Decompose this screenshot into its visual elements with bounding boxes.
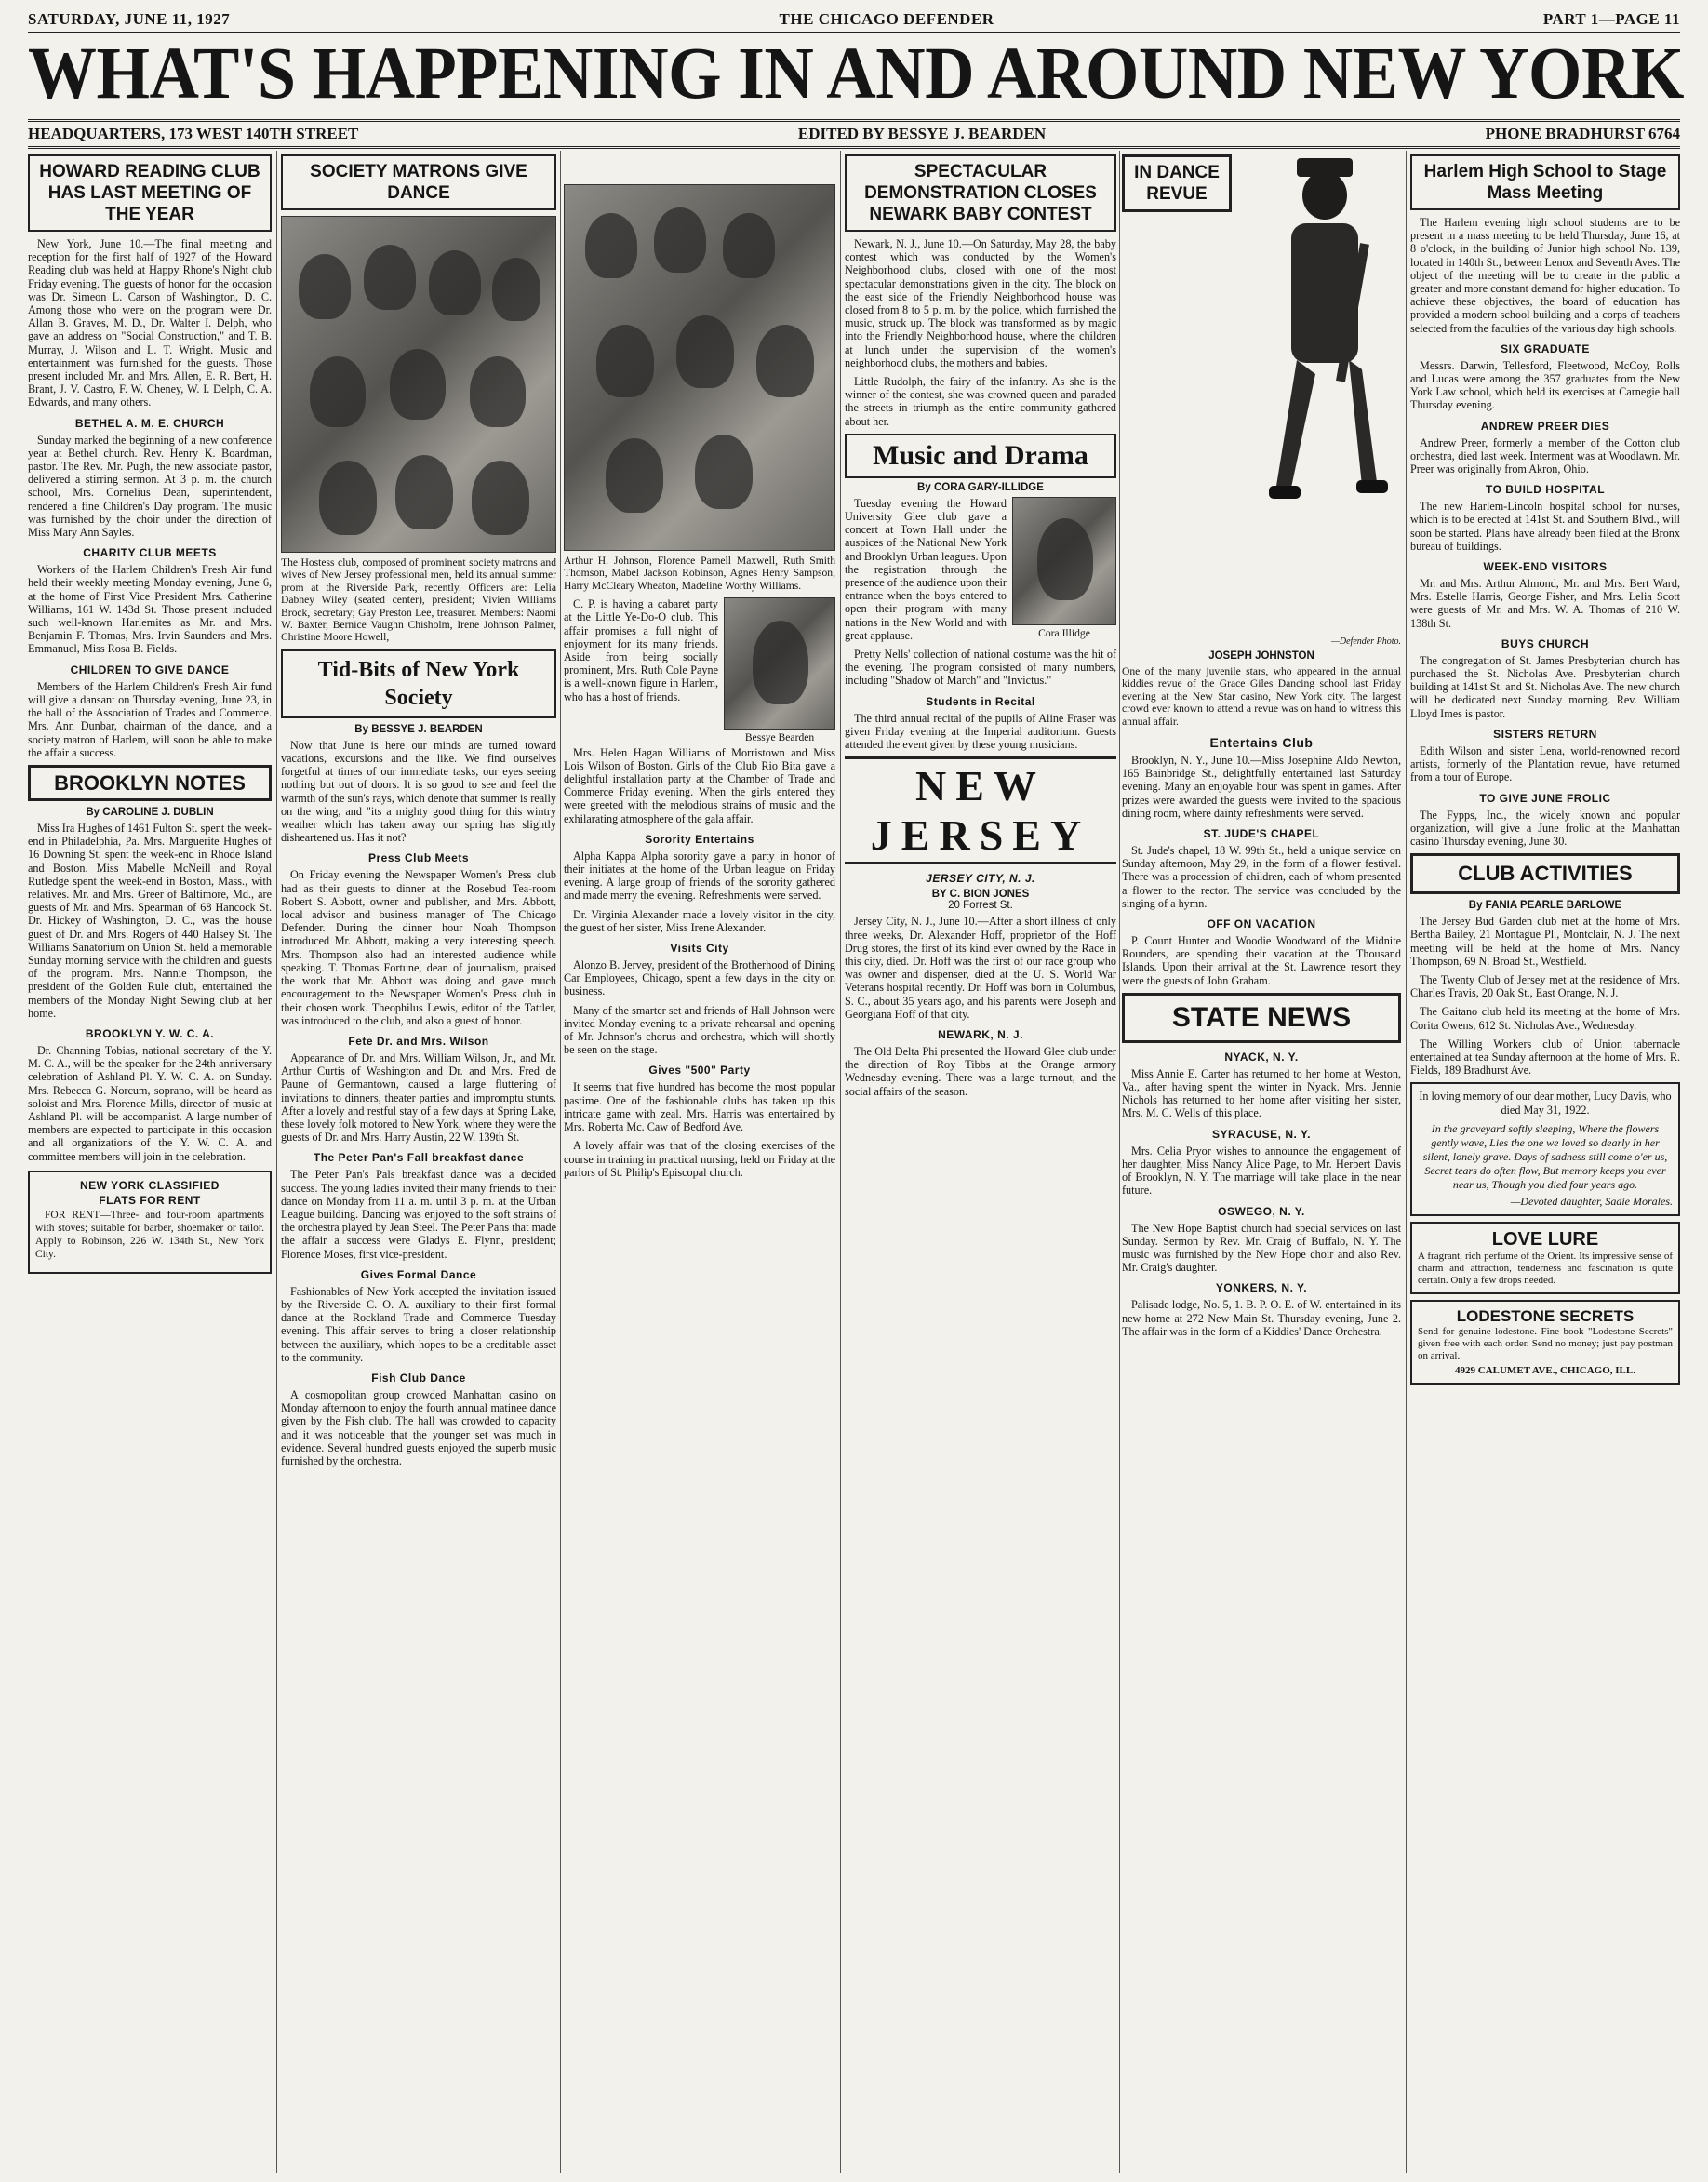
ad-love-lure [1410,1222,1680,1294]
ad-text: Send for genuine lodestone. Fine book "Lodestone Secrets" given free with each order. Send no money; just pay postman on arrival. [1418,1325,1673,1361]
article-text: St. Jude's chapel, 18 W. 99th St., held a unique service on Sunday afternoon, May 29, in the form of a flower festival. There was a procession of children, each of whom presented a flower to the rector. The service was concluded by the singing of a hymn. [1122,844,1401,910]
photo-credit: —Defender Photo. [1331,636,1401,647]
subhead: Visits City [670,942,729,956]
subhead: SISTERS RETURN [1493,727,1597,741]
photo-caption: One of the many juvenile stars, who appeared in the annual kiddies revue of the Grace Giles Dancing school last Friday evening at the New Star casino, New York city. The largest crowd ever known to attend a revue was on hand to witness this annual affair. [1122,665,1401,728]
byline: By CAROLINE J. DUBLIN [86,806,214,818]
subhead: SIX GRADUATE [1501,341,1590,355]
article-text: Alpha Kappa Alpha sorority gave a party in honor of their initiates at the home of the Urban league on Friday evening. A large group of friends of the sorority gathered and made merry the evening. Refreshments were served. [564,849,835,903]
article-text: Messrs. Darwin, Tellesford, Fleetwood, McCoy, Rolls and Lucas were among the 357 graduates from the New York Law school, which held its exercises at Carnegie hall Thursday evening. [1410,358,1680,412]
portrait-name: Cora Illidge [1038,626,1090,639]
subhead: Fete Dr. and Mrs. Wilson [348,1034,489,1048]
headline-brooklyn-notes: BROOKLYN NOTES [28,765,272,801]
article-text: Palisade lodge, No. 5, 1. B. P. O. E. of W. entertained in its new home at 272 New Main St. Thursday evening, June 2. The affair was in the form of a Kiddies' Dance Orchestra. [1122,1298,1401,1338]
article-text: The Harlem evening high school students are to be present in a mass meeting to be held Thursday, June 16, at 8 o'clock, in the building of Junior high school No. 139, located in 140th St., between Lenox and Seventh Aves. The object of the meeting will be to create in the public a greater and more constant demand for higher education. To achieve these objectives, the board of education has provided a modern school building and a corps of teachers selected from the faculties of the various day high schools. [1410,216,1680,335]
subhead: TO GIVE JUNE FROLIC [1479,791,1611,805]
subhead: SYRACUSE, N. Y. [1212,1127,1311,1141]
phone-number: PHONE BRADHURST 6764 [1485,125,1680,142]
headline-newark-baby-contest: SPECTACULAR DEMONSTRATION CLOSES NEWARK BABY CONTEST [845,154,1116,232]
headline-harlem-high-school: Harlem High School to Stage Mass Meeting [1410,154,1680,210]
photo-caption: Arthur H. Johnson, Florence Parnell Maxwell, Ruth Smith Thomson, Mabel Jackson Robinson, Agnes Henry Sampson, Harry McCleary Wheaton, Madeline Worthy Williams. [564,555,835,592]
headline-club-activities: CLUB ACTIVITIES [1410,853,1680,894]
article-text: The Jersey Bud Garden club met at the home of Mrs. Bertha Bailey, 21 Montague Pl., Montclair, N. J. The next meeting will be held at the home of Mrs. Nancy Thompson, 69 N. Broad St., Westfield. [1410,915,1680,968]
byline: By FANIA PEARLE BARLOWE [1468,900,1622,912]
article-text: Pretty Nells' collection of national costume was the hit of the evening. The program consisted of many numbers, including "Shadow of March" and "Invictus." [845,648,1116,688]
headline-music-drama: Music and Drama [845,434,1116,478]
article-text: The third annual recital of the pupils of Aline Fraser was given Friday evening at the Imperial auditorium. Guests attended the event given by these young musicians. [845,711,1116,752]
article-text: Alonzo B. Jervey, president of the Brotherhood of Dining Car Employees, Chicago, spent a few days in the city on business. [564,958,835,998]
subhead: YONKERS, N. Y. [1215,1281,1308,1295]
dancer-figure-icon [1239,151,1397,616]
issue-date: SATURDAY, JUNE 11, 1927 [28,10,231,28]
article-text: Dr. Virginia Alexander made a lovely visitor in the city, the guest of her sister, Miss Irene Alexander. [564,907,835,934]
article-text: On Friday evening the Newspaper Women's Press club had as their guests to dinner at the Rosebud Tea-room Robert S. Abbott, owner and publisher, and Mrs. Abbott, local advisor and business manager of The Chicago Defender. During the dinner hour Noah Thompson introduced Mr. Abbott, making a very interesting speech. Mrs. Thompson also had an interested audience while speaking. T. Thomas Fortune, dean of journalism, praised the work that Mr. Abbott was doing and gave much encouragement to the Newspaper Women's Press club in their chosen work. Theophilus Lewis, editor of the Tattler, was introduced to the club, and also a guest of honor. [281,868,556,1027]
portrait-block [564,597,835,745]
portrait-bessye [724,597,835,745]
article-text: The New Hope Baptist church had special services on last Sunday. Sermon by Rev. Mr. Craig of Buffalo, N. Y. The music was furnished by the New Hope choir and also Rev. Mr. Craig's daughter. [1122,1221,1401,1275]
subhead: ST. JUDE'S CHAPEL [1203,827,1320,841]
subhead: ANDREW PREER DIES [1480,419,1610,433]
article-text: New York, June 10.—The final meeting and reception for the first half of 1927 of the Howard Reading club was held at Happy Rhone's Night club Friday evening. The guests of honor for the occasion was Dr. Simeon L. Carson of Washington, D. C. Among those who were on the program were Dr. Allan B. Graves, M. D., Dr. Walter I. Delph, who gave an address on "Social Construction," and T. B. Murray, J. Wilson and L. T. Wright. Music and entertainment was furnished for the guests. Those present included Mr. and Mrs. Allen, E. R. Bert, H. Brant, J. V. Castro, F. W. Cheney, W. I. Delph, C. A. Edwards, and many others. [28,237,272,409]
photo-subject-name: JOSEPH JOHNSTON [1208,650,1314,662]
article-text: Appearance of Dr. and Mrs. William Wilson, Jr., and Mr. Arthur Curtis of Washington and Dr. and Mrs. Fred de Paune of Germantown, caused a large fluttering of invitations to dinners, theater parties and impromptu stunts. After a lovely and restful stay of a few days at Spring Lake, these lovely folk motored to New York, where they were the guests of Dr. and Mrs. Harry Austin, 22 W. 139th St. [281,1051,556,1145]
subhead: Sorority Entertains [645,832,754,846]
column-3 [564,151,835,2173]
subhead: BUYS CHURCH [1501,636,1590,650]
subhead-brooklyn-ywca: BROOKLYN Y. W. C. A. [85,1026,215,1040]
article-text: The new Harlem-Lincoln hospital school for nurses, which is to be erected at 141st St. and Southern Blvd., will soon be started. Plans have already been filed at the Bronx bureau of buildings. [1410,500,1680,553]
ad-title: LOVE LURE [1491,1228,1599,1250]
column-rule [1406,151,1407,2173]
classified-box [28,1171,272,1274]
article-text: The Willing Workers club of Union tabernacle entertained at tea Sunday afternoon at the home of Mrs. R. Fields, 189 Bradhurst Ave. [1410,1037,1680,1078]
headline-tidbits: Tid-Bits of New York Society [281,649,556,718]
column-5 [1122,151,1401,2173]
column-rule [560,151,561,2173]
subhead: Fish Club Dance [371,1371,466,1385]
headline-dance-revue: IN DANCE REVUE [1122,154,1232,212]
subhead: Press Club Meets [367,851,470,865]
classified-head: NEW YORK CLASSIFIED [80,1178,220,1192]
headquarters-address: HEADQUARTERS, 173 WEST 140TH STREET [28,125,359,142]
article-text: Edith Wilson and sister Lena, world-renowned record artists, formerly of the Plantation revue, have returned from a tour of Europe. [1410,743,1680,784]
headline-howard-reading-club: HOWARD READING CLUB HAS LAST MEETING OF THE YEAR [28,154,272,232]
article-text: Members of the Harlem Children's Fresh Air fund will give a dansant on Thursday evening, June 23, in the ball of the Association of Trades and Commerce. Mrs. Ann Dunbar, chairman of the dance, and a society matron of Harlem, will soon be able to make the affair a success. [28,679,272,759]
photo-caption: The Hostess club, composed of prominent society matrons and wives of New Jersey professional men, held its annual summer prom at the Riverside Park, recently. Officers are: Lelia Dabney Wiley (seated center), president; Vivien Williams Brock, secretary; Gay Preston Lee, treasurer. Members: Naomi W. Baxter, Bernice Vaughn Chisholm, Irene Johnson Palmer, Christine Moore Howell, [281,556,556,644]
ad-title: LODESTONE SECRETS [1456,1306,1635,1325]
ad-address: 4929 CALUMET AVE., CHICAGO, ILL. [1455,1364,1635,1376]
classified-subhead: FLATS FOR RENT [99,1193,201,1207]
headline-state-news: STATE NEWS [1122,993,1401,1043]
article-text: Newark, N. J., June 10.—On Saturday, May 28, the baby contest which was conducted by the Women's Neighborhood clubs, closed with one of the most spectacular demonstrations given in the city. The block on the east side of the Friendly Neighborhood house was closed from 8 to 5 p. m. by the police, which furnished the music, struck up. The block was transformed as by magic into the Friendly Neighborhood house, where the children at lunch under the supervision of the women's neighborhood clubs, the mothers and babies. [845,237,1116,369]
article-text: C. P. is having a cabaret party at the Little Ye-Do-O club. This affair promises a full night of enjoyment for its many friends. Aside from being socially prominent, Mrs. Ruth Cole Payne is a well-known figure in Harlem, who has a host of friends. [564,597,718,703]
subhead: Students in Recital [926,694,1035,708]
article-text: Fashionables of New York accepted the invitation issued by the Riverside C. O. A. auxiliary to their first formal dance at the Rockland Trade and Commerce Tuesday evening. This affair serves to bring a closer relationship between the auxiliary, which hopes to be a creditable asset to the community. [281,1284,556,1364]
byline: BY C. BION JONES [931,889,1030,901]
article-text: Many of the smarter set and friends of Hall Johnson were invited Monday evening to a private rehearsal and opening of Mr. Johnson's chorus and orchestra, which will shortly be seen on the stage. [564,1003,835,1057]
subhead: NEWARK, N. J. [938,1027,1023,1041]
subhead: The Peter Pan's Fall breakfast dance [313,1151,525,1165]
ad-text: A fragrant, rich perfume of the Orient. Its impressive sense of charm and attraction, tenderness and fascination is quite certain. Only a few drops needed. [1418,1250,1673,1286]
memorial-poem: In the graveyard softly sleeping, Where the flowers gently wave, Lies the one we loved so dearly In her silent, lonely grave. Days of sadness still come o'er us, Secret tears do often flow, But memory keeps you ever near us, Though you died four years ago. [1422,1121,1668,1191]
article-text: Mr. and Mrs. Arthur Almond, Mr. and Mrs. Bert Ward, Mrs. Estelle Harris, George Fisher, and Mrs. Lelia Scott were guests of Mr. and Mrs. W. A. Thomas of 210 W. 138th St. [1410,577,1680,630]
editor-credit: EDITED BY BESSYE J. BEARDEN [797,125,1047,142]
column-2 [281,151,556,2173]
article-text: Dr. Channing Tobias, national secretary of the Y. M. C. A., will be the speaker for the 24th anniversary celebration of Ashland Pl. Y. W. C. A. on Sunday. Mrs. Rebecca G. Norcum, soprano, will be heard as soloist and Mrs. Florence Mills, director of music at Ashland Pl. will be accompanist. A large number of members are expected to participate in this occasion and all organizations of the Y. W. C. A. and committee members will join in the celebration. [28,1043,272,1163]
column-4 [845,151,1116,2173]
dance-revue-block [1122,151,1401,635]
article-text: The Twenty Club of Jersey met at the residence of Mrs. Charles Travis, 20 Oak St., East Orange, N. J. [1410,972,1680,1000]
article-text: Miss Annie E. Carter has returned to her home at Weston, Va., after having spent the winter in Nyack. Mrs. Jennie Nichols has returned to her home after visiting her sister, Mrs. M. C. Wells of this place. [1122,1066,1401,1120]
subhead: NYACK, N. Y. [1224,1050,1299,1064]
article-text: The Old Delta Phi presented the Howard Glee club under the direction of Roy Tibbs at the Orange armory Wednesday evening. There was a large turnout, and the social affairs of the season. [845,1044,1116,1098]
article-text: Workers of the Harlem Children's Fresh Air fund held their weekly meeting Monday evening, June 6, at the home of First Vice President Mrs. Catherine Williams, 161 W. 143d St. Those present included such well-known Harlemites as Mr. and Mrs. Benjamin F. Thomas, Mrs. Irvin Saunders and Mrs. Emmanuel, Miss Rosa B. Fields. [28,563,272,656]
article-text: Andrew Preer, formerly a member of the Cotton club orchestra, died last week. Interment was at Woodlawn. Mr. Preer was originally from Akron, Ohio. [1410,435,1680,476]
portrait-cora [1012,497,1116,641]
article-text: A cosmopolitan group crowded Manhattan casino on Monday afternoon to enjoy the fourth annual matinee dance given by the Fish club. The hall was crowded to capacity and it was noticeable that the younger set was much in evidence. Several hundred guests enjoyed the superb music furnished by the orchestra. [281,1387,556,1467]
subhead: Gives "500" Party [648,1064,751,1078]
article-text: The congregation of St. James Presbyterian church has purchased the St. Nicholas Ave. Presbyterian church building at 141st St. and St. Nicholas Ave. The new church will be dedicated next Sunday morning. Rev. William Lloyd Imes is pastor. [1410,653,1680,720]
subhead: OFF ON VACATION [1207,917,1316,931]
page-number: PART 1—PAGE 11 [1542,10,1680,28]
memorial-intro: In loving memory of our dear mother, Lucy Davis, who died May 31, 1922. [1419,1090,1672,1117]
subhead: OSWEGO, N. Y. [1218,1204,1305,1218]
article-text: P. Count Hunter and Woodie Woodward of the Midnite Rounders, are spending their vacation at the Thousand Islands. Upon their arrival at the St. Lawrence resort they were the guests of John Graham. [1122,934,1401,987]
article-text: Miss Ira Hughes of 1461 Fulton St. spent the week-end in Philadelphia, Pa. Mrs. Marguerite Hughes of 16 Downing St. spent the week-end in Rhode Island and Boston. Miss Mabelle McNeill and Royal Rutledge spent the week-end in Boston, Mass., with relatives. Mr. and Mrs. Greer of Baltimore, Md., are guests of Mr. and Mrs. Spearman of 68 Hancock St. Dr. Hickey of Washington, D. C., was the house guest of Dr. and Mrs. Rogers of 440 Halsey St. The Williams Sanatorium on Union St. held a memorable Sunday morning service with the children and guests of the program. Mrs. Nannie Thompson, the president of the Golden Rule club, entertained the members of the Monday Night Sewing club at her home. [28,821,272,1020]
article-text: Sunday marked the beginning of a new conference year at Bethel church. Rev. Henry K. Boardman, pastor. The Rev. Mr. Pugh, the new associate pastor, delivered a stirring sermon. At 3 p. m. the church school, Mrs. Cornelius Dean, superintendent, rendered a fine Children's Day program. The music was furnished by the choir under the direction of Miss Mary Ann Sayles. [28,433,272,540]
subhead-jersey-city: JERSEY CITY, N. J. [926,872,1035,886]
article-text: Mrs. Celia Pryor wishes to announce the engagement of her daughter, Miss Nancy Alice Page, to Mr. Herbert Davis of Brooklyn, N. Y. The marriage will take place in the near future. [1122,1144,1401,1198]
article-text: The Gaitano club held its meeting at the home of Mrs. Corita Owens, 612 St. Nicholas Ave., Wednesday. [1410,1005,1680,1032]
subhead: TO BUILD HOSPITAL [1485,483,1606,497]
subhead-charity-club: CHARITY CLUB MEETS [83,546,217,560]
page-banner-title: WHAT'S HAPPENING IN AND AROUND NEW YORK [28,32,1684,115]
top-dateline [28,7,1680,33]
article-text: A lovely affair was that of the closing exercises of the course in training in practical nursing, held on Friday at the parlors of St. Philip's Episcopal church. [564,1139,835,1179]
portrait-photo [724,597,835,730]
article-text: It seems that five hundred has become the most popular pastime. One of the fashionable clubs has taken up this intricate game with zeal. Mrs. Harris was entertained by Mrs. Roberta Mc. Caw of Bedford Ave. [564,1080,835,1134]
column-rule [1119,151,1120,2173]
portrait-photo [1012,497,1116,625]
dancer-photo [1239,151,1401,635]
subhead: Entertains Club [1209,735,1314,751]
classified-text: FOR RENT—Three- and four-room apartments with stoves; suitable for barber, shoemaker or tailor. Apply to Robinson, 226 W. 134th St., New York City. [35,1209,264,1261]
article-text: Mrs. Helen Hagan Williams of Morristown and Miss Lois Wilson of Boston. Girls of the Club Rio Bita gave a delightful installation party at the Chamber of Trade and Commerce Friday evening. When the girls entered they were greeted with the melodious strains of music and the exhilarating atmosphere of the gala affair. [564,745,835,825]
article-text: Jersey City, N. J., June 10.—After a short illness of only three weeks, Dr. Alexander Hoff, proprietor of the Hoff Drug stores, the first of its kind ever owned by the Race in this city, died. Dr. Hoff was the first of our race group who was owner and dispenser, died at the U. S. World War Veterans hospital recently. Dr. Hoff was born in Columbus, S. C., about 35 years ago, and his parents were Joseph and Georgiana Hoff of that city. [845,915,1116,1021]
column-1 [28,151,272,2173]
group-photo-hostess-club [281,216,556,553]
section-head-new-jersey: NEW JERSEY [845,756,1116,864]
memorial-signature: —Devoted daughter, Sadie Morales. [1510,1194,1673,1208]
byline-address: 20 Forrest St. [948,900,1013,912]
article-text: Now that June is here our minds are turned toward vacations, excursions and the like. We find ourselves forgetful at times of our immediate tasks, our eyes seeing nothing but out of doors. It is so good to see and feel the warmth of the sun's rays, which denote that summer is really on the wing, and "its a mighty good thing for this wintry weather which has taken away our spring has slightly disheartened us. Has it not? [281,738,556,845]
headline-society-matrons: SOCIETY MATRONS GIVE DANCE [281,154,556,210]
ad-lodestone-secrets [1410,1300,1680,1385]
subhead-children-dance: CHILDREN TO GIVE DANCE [70,663,230,676]
column-rule [276,151,277,2173]
byline: By CORA GARY-ILLIDGE [917,481,1044,493]
subhead: WEEK-END VISITORS [1483,560,1608,574]
article-text: Brooklyn, N. Y., June 10.—Miss Josephine Aldo Newton, 165 Bainbridge St., delightfully entertained last Saturday evening. Many an enjoyable hour was spent in games. After prizes were awarded the guests were invited to the spacious dining room, where dainty refreshments were served. [1122,754,1401,820]
memorial-notice [1410,1082,1680,1215]
portrait-block [845,497,1116,648]
article-text: Little Rudolph, the fairy of the infantry. As she is the winner of the contest, she was crowned queen and paraded the streets in triumph as the entire community gathered about her. [845,375,1116,428]
paper-name: THE CHICAGO DEFENDER [779,10,994,28]
subhead: Gives Formal Dance [360,1267,477,1281]
subhead-bethel: BETHEL A. M. E. CHURCH [74,416,225,430]
column-rule [840,151,841,2173]
article-text: The Fypps, Inc., the widely known and popular organization, will give a June frolic at the Manhattan casino Thursday evening, June 30. [1410,808,1680,848]
portrait-name: Bessye Bearden [744,731,815,744]
article-text: The Peter Pan's Pals breakfast dance was a decided success. The young ladies invited their many friends to their dance on Monday from 11 a. m. until 3 p. m. at the Urban League building. Dancing was enjoyed to the soft strains of the orchestra played by Jean Steel. The Peter Pans that made the affair a success were Gladys E. Flynn, president; Florence Moses, first vice-president. [281,1168,556,1261]
column-6 [1410,151,1680,2173]
dance-revue-left [1122,151,1232,635]
masthead-subline [28,119,1680,149]
article-text: Tuesday evening the Howard University Glee club gave a concert at Town Hall under the auspices of the National New York and Brooklyn Urban leagues. Upon the registration through the presence of the audience upon their entrance when the boys entered to open their program with many nations in the New World and with great applause. [845,496,1007,642]
byline: By BESSYE J. BEARDEN [354,723,483,735]
group-photo-continued [564,184,835,551]
